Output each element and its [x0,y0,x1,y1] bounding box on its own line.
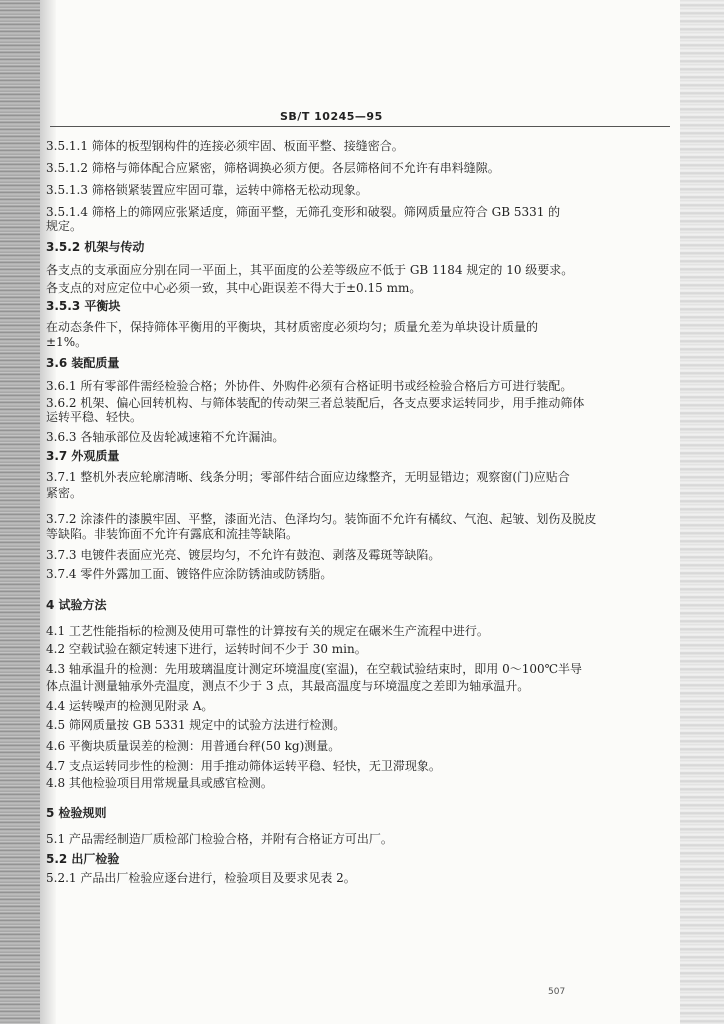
text-line: 4.8 其他检验项目用常规量具或感官检测。 [46,776,273,790]
text-line: 3.6.1 所有零部件需经检验合格；外协件、外购件必须有合格证明书或经检验合格后方可进行装配。 [46,379,573,393]
text-line: 5.2.1 产品出厂检验应逐台进行，检验项目及要求见表 2。 [46,871,356,885]
text-line: 4.6 平衡块质量误差的检测：用普通台秤(50 kg)测量。 [46,739,341,753]
text-line: 3.6.2 机架、偏心回转机构、与筛体装配的传动架三者总装配后，各支点要求运转同步，用手推动筛体 [46,396,585,410]
text-line: 4.7 支点运转同步性的检测：用手推动筛体运转平稳、轻快，无卫滞现象。 [46,759,441,773]
text-line: 体点温计测量轴承外壳温度，测点不少于 3 点，其最高温度与环境温度之差即为轴承温升。 [46,679,530,693]
text-line: 等缺陷。非装饰面不允许有露底和流挂等缺陷。 [46,527,299,541]
text-line: 3.6.3 各轴承部位及齿轮减速箱不允许漏油。 [46,430,285,444]
text-line: 3.5.1.1 筛体的板型钢构件的连接必须牢固、板面平整、接缝密合。 [46,139,404,153]
text-line: 4.5 筛网质量按 GB 5331 规定中的试验方法进行检测。 [46,718,346,732]
section-heading: 5.2 出厂检验 [46,852,120,866]
text-line: 紧密。 [46,486,83,500]
text-line: 3.7.2 涂漆件的漆膜牢固、平整，漆面光洁、色泽均匀。装饰面不允许有橘纹、气泡、起皱、划伤及脱皮 [46,512,597,526]
section-heading: 3.7 外观质量 [46,449,120,463]
text-line: 4.2 空载试验在额定转速下进行，运转时间不少于 30 min。 [46,642,367,656]
text-line: 3.7.4 零件外露加工面、镀铬件应涂防锈油或防锈脂。 [46,567,333,581]
text-line: 3.5.1.2 筛格与筛体配合应紧密，筛格调换必须方便。各层筛格间不允许有串料缝隙。 [46,161,500,175]
text-line: 4.3 轴承温升的检测：先用玻璃温度计测定环境温度(室温)，在空载试验结束时，即用 0～100℃半导 [46,662,583,676]
text-line: ±1%。 [46,335,88,349]
section-heading: 4 试验方法 [46,598,107,612]
text-line: 3.5.1.3 筛格锁紧装置应牢固可靠，运转中筛格无松动现象。 [46,183,368,197]
scan-shadow-left [0,0,40,1024]
scan-shadow-right [680,0,724,1024]
text-line: 4.1 工艺性能指标的检测及使用可靠性的计算按有关的规定在碾米生产流程中进行。 [46,624,489,638]
section-heading: 3.6 装配质量 [46,356,120,370]
section-heading: 3.5.3 平衡块 [46,299,121,313]
text-line: 5.1 产品需经制造厂质检部门检验合格，并附有合格证方可出厂。 [46,832,393,846]
standard-header: SB/T 10245—95 [280,110,383,123]
text-line: 4.4 运转噪声的检测见附录 A。 [46,699,214,713]
text-line: 规定。 [46,219,83,233]
text-line: 运转平稳、轻快。 [46,410,143,424]
text-line: 各支点的支承面应分别在同一平面上，其平面度的公差等级应不低于 GB 1184 规定的 10 级要求。 [46,263,574,277]
text-line: 在动态条件下，保持筛体平衡用的平衡块，其材质密度必须均匀；质量允差为单块设计质量的 [46,320,539,334]
text-line: 3.7.3 电镀件表面应光亮、镀层均匀，不允许有鼓泡、剥落及霉斑等缺陷。 [46,548,441,562]
header-rule [50,126,670,127]
section-heading: 3.5.2 机架与传动 [46,240,145,254]
section-heading: 5 检验规则 [46,806,107,820]
text-line: 各支点的对应定位中心必须一致，其中心距误差不得大于±0.15 mm。 [46,281,422,295]
page-number: 507 [548,987,566,997]
text-line: 3.7.1 整机外表应轮廓清晰、线条分明；零部件结合面应边缘整齐，无明显错边；观察窗(门)应贴合 [46,470,570,484]
text-line: 3.5.1.4 筛格上的筛网应张紧适度，筛面平整，无筛孔变形和破裂。筛网质量应符合 GB 5331 的 [46,205,561,219]
